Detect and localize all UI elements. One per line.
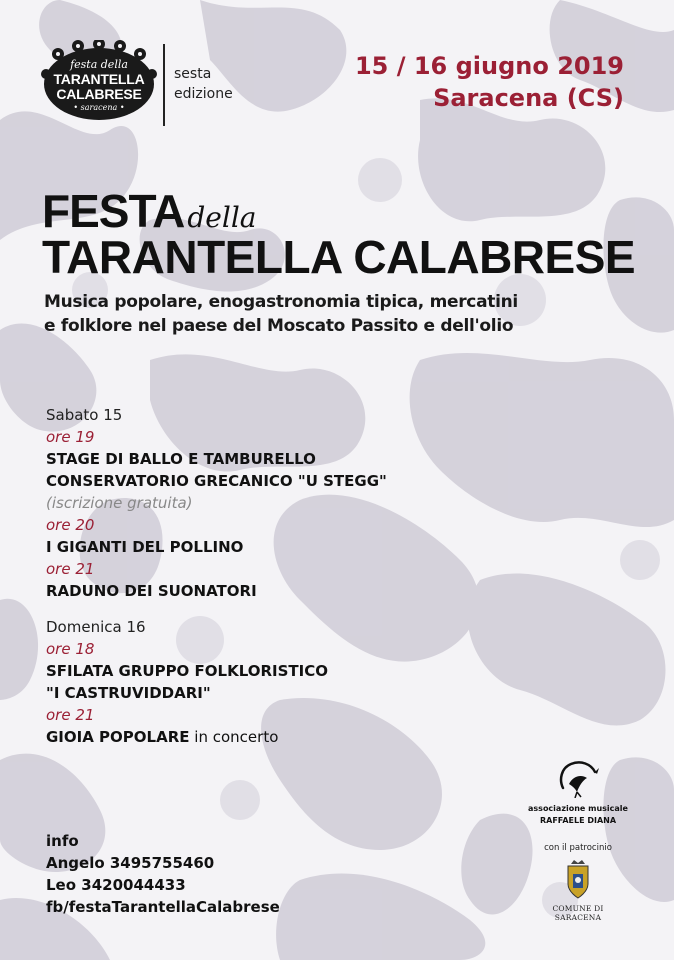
time-label: ore 18 [46,640,95,658]
title-festa: FESTA [42,185,185,237]
day-label-sunday: Domenica 16 [46,618,146,636]
event-date-line: 15 / 16 giugno 2019 [354,52,624,80]
event-note: (iscrizione gratuita) [46,494,193,512]
logo-title-line1: TARANTELLA [53,71,145,87]
subtitle-line2: e folklore nel paese del Moscato Passito e dell'olio [44,316,514,336]
logo-small-text: festa della [70,58,128,71]
subtitle [44,290,518,338]
event-title: SFILATA GRUPPO FOLKLORISTICO [46,662,328,680]
event-title-bold: GIOIA POPOLARE [46,728,190,746]
time-label: ore 21 [46,560,95,578]
patronage-label: con il patrocinio [544,843,612,853]
facebook-handle: fb/festaTarantellaCalabrese [46,898,280,916]
event-title: STAGE DI BALLO E TAMBURELLO [46,450,316,468]
association-name-line1: associazione musicale [528,804,628,813]
time-label: ore 19 [46,428,95,446]
contact-angelo: Angelo 3495755460 [46,854,215,872]
edition-line2: edizione [174,86,233,102]
time-label: ore 21 [46,706,95,724]
info-label: info [46,832,79,850]
info-block [46,830,280,918]
event-date [355,50,624,114]
edition-label [174,64,233,104]
title-della: della [187,201,257,234]
event-title [46,726,387,748]
logo-sub-text: • saracena • [73,103,125,112]
association-name-line2: RAFFAELE DIANA [539,816,617,825]
header-divider [163,44,165,126]
main-title-line2: TARANTELLA CALABRESE [42,231,636,283]
event-location: Saracena (CS) [433,84,624,112]
comune-label: COMUNE DI SARACENA [552,904,604,922]
festival-logo [40,40,158,122]
event-title-suffix: in concerto [194,728,279,746]
event-title: RADUNO DEI SUONATORI [46,582,257,600]
edition-line1: sesta [174,66,212,82]
subtitle-line1: Musica popolare, enogastronomia tipica, mercatini [44,292,518,312]
association-logo-block [528,758,628,826]
event-title: CONSERVATORIO GRECANICO "U STEGG" [46,472,387,490]
event-title: I GIGANTI DEL POLLINO [46,538,244,556]
program-schedule [46,404,387,748]
logo-title-line2: CALABRESE [56,86,142,102]
town-crest-icon [563,858,593,900]
time-label: ore 20 [46,516,95,534]
contact-leo: Leo 3420044433 [46,876,186,894]
event-title: "I CASTRUVIDDARI" [46,684,211,702]
swallow-logo-icon [555,758,601,798]
day-label-saturday: Sabato 15 [46,406,123,424]
